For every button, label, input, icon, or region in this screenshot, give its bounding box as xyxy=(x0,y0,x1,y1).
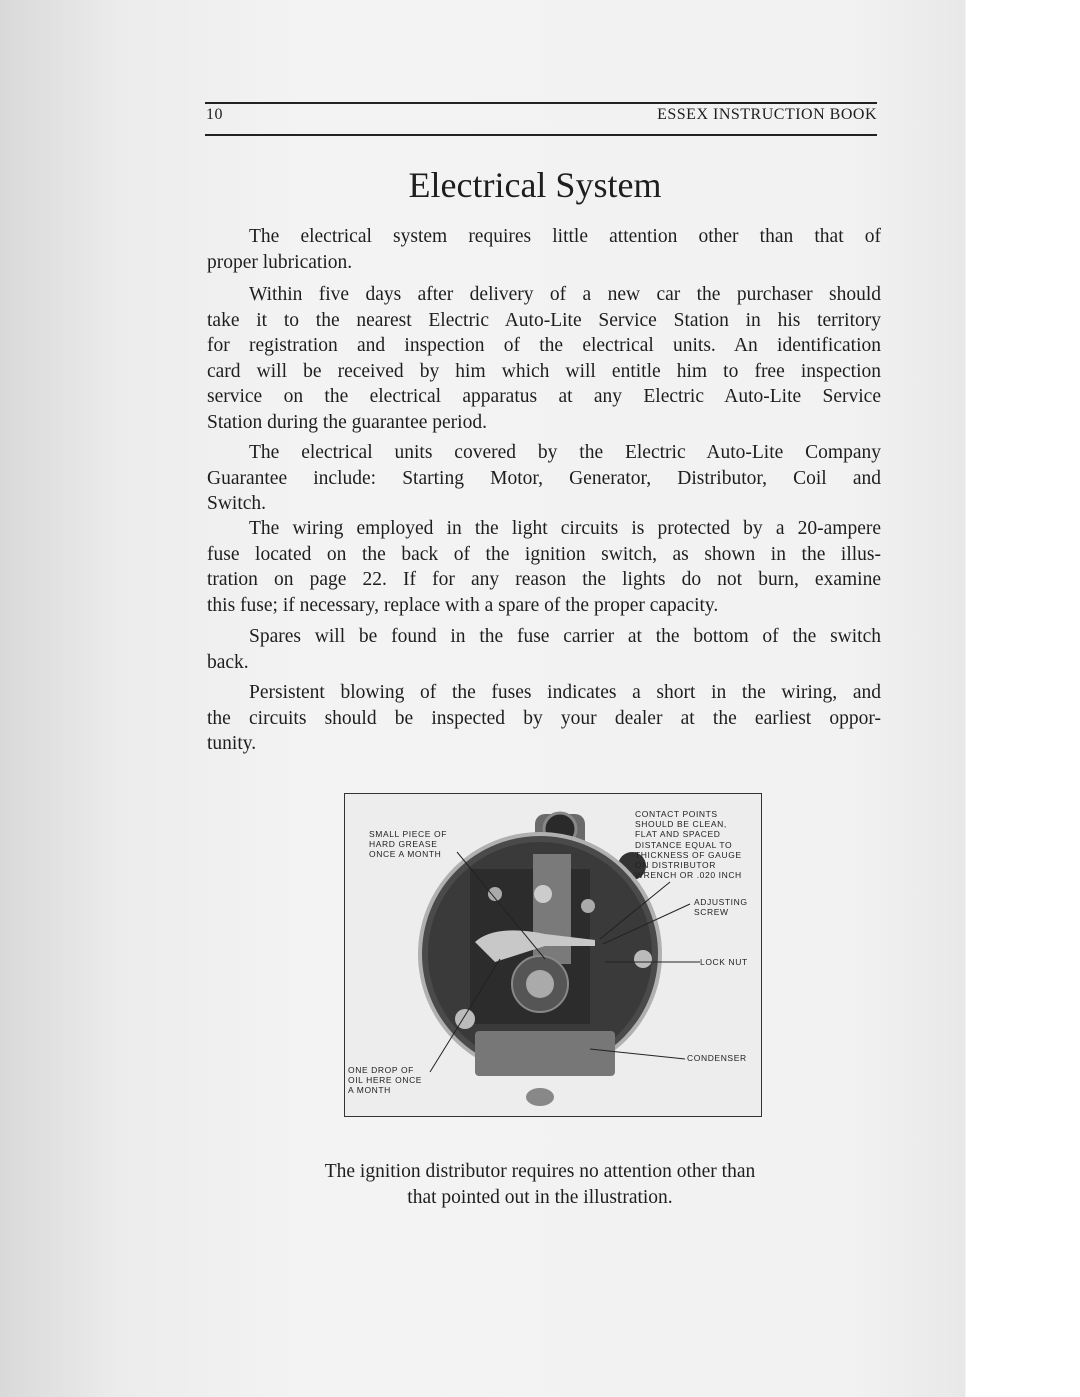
text-line: Station during the guarantee period. xyxy=(207,411,487,433)
text-line: The electrical system requires little attention other than that of xyxy=(249,226,881,247)
label-lock-nut: LOCK NUT xyxy=(700,957,748,967)
header-rule-bottom xyxy=(205,134,877,136)
page-title: Electrical System xyxy=(408,165,662,205)
text-line: The wiring employed in the light circuits is protected by a 20-ampere xyxy=(249,518,881,539)
text-line: service on the electrical apparatus at any Electric Auto-Lite Service xyxy=(207,386,881,407)
text-line: Within five days after delivery of a new car the purchaser should xyxy=(249,284,881,305)
paragraph xyxy=(207,624,881,675)
text-line: Guarantee include: Starting Motor, Generator, Distributor, Coil and xyxy=(207,467,881,489)
distributor-illustration xyxy=(344,793,762,1117)
label-condenser: CONDENSER xyxy=(687,1053,747,1063)
paragraph xyxy=(207,224,881,275)
text-line: take it to the nearest Electric Auto-Lite Service Station in his territory xyxy=(207,309,881,331)
paragraph xyxy=(207,680,881,757)
text-line: back. xyxy=(207,651,249,673)
figure-caption-line-1: The ignition distributor requires no attention other than xyxy=(324,1161,756,1182)
text-line: card will be received by him which will entitle him to free inspection xyxy=(207,360,881,382)
figure-caption-line-2: that pointed out in the illustration. xyxy=(407,1187,673,1208)
header-rule-top xyxy=(205,102,877,104)
page-number: 10 xyxy=(206,106,223,123)
text-line: the circuits should be inspected by your dealer at the earliest oppor- xyxy=(207,707,881,729)
paragraph xyxy=(207,516,881,618)
paragraph xyxy=(207,440,881,517)
text-line: fuse located on the back of the ignition switch, as shown in the illus- xyxy=(207,543,881,565)
text-line: this fuse; if necessary, replace with a spare of the proper capacity. xyxy=(207,594,719,616)
text-line: tration on page 22. If for any reason the lights do not burn, examine xyxy=(207,569,881,590)
text-line: tunity. xyxy=(207,733,257,754)
text-line: for registration and inspection of the electrical units. An identification xyxy=(207,335,881,356)
label-contact-points: CONTACT POINTS SHOULD BE CLEAN, FLAT AND SPACED DISTANCE EQUAL TO THICKNESS OF GAUGE ON DISTRIBUTOR WRENCH OR .020 INCH xyxy=(635,809,742,881)
text-line: The electrical units covered by the Electric Auto-Lite Company xyxy=(249,442,881,463)
label-oil-drop: ONE DROP OF OIL HERE ONCE A MONTH xyxy=(348,1065,423,1096)
running-title: ESSEX INSTRUCTION BOOK xyxy=(657,106,877,123)
text-line: Switch. xyxy=(207,493,267,514)
text-line: proper lubrication. xyxy=(207,251,353,273)
label-adjusting-screw: ADJUSTING SCREW xyxy=(694,897,748,918)
paragraph xyxy=(207,282,881,435)
label-hard-grease: SMALL PIECE OF HARD GREASE ONCE A MONTH xyxy=(369,829,447,860)
text-line: Persistent blowing of the fuses indicates a short in the wiring, and xyxy=(249,682,881,703)
text-line: Spares will be found in the fuse carrier at the bottom of the switch xyxy=(249,626,881,647)
